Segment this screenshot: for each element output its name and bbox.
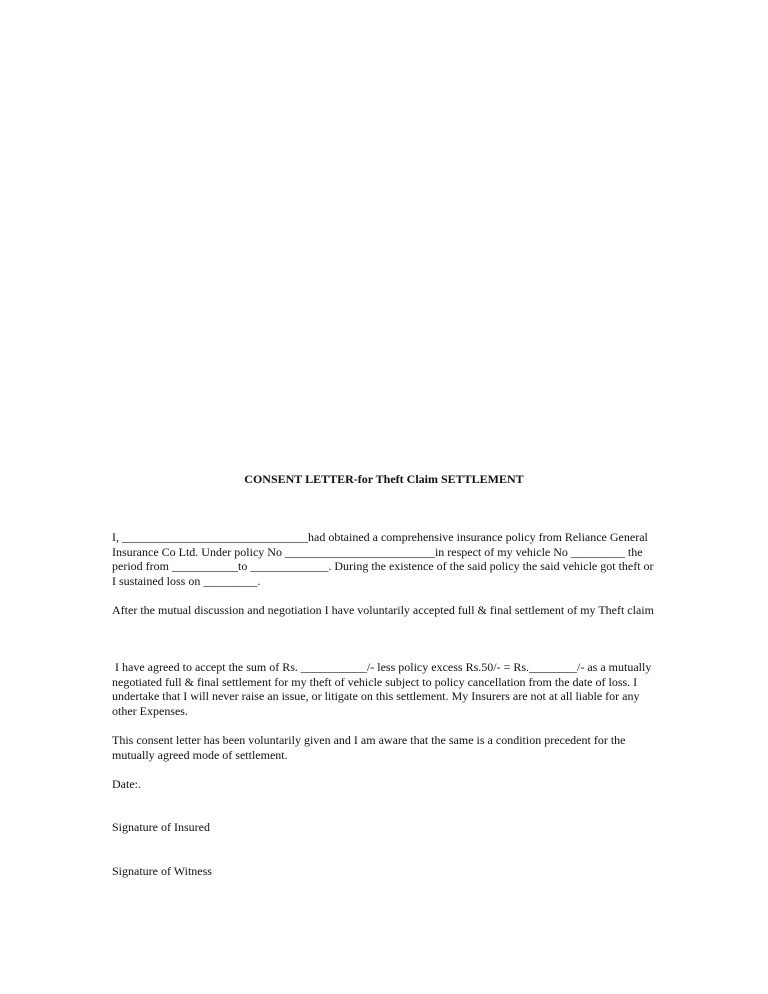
date-label: Date:. xyxy=(112,777,141,791)
discussion-paragraph: After the mutual discussion and negotiation I have voluntarily accepted full & final settlement of my Theft claim xyxy=(112,603,654,617)
signature-witness-label: Signature of Witness xyxy=(112,864,212,878)
consent-paragraph: This consent letter has been voluntarily given and I am aware that the same is a condition precedent for the mutually agreed mode of settlement. xyxy=(112,733,626,762)
intro-paragraph: I, _______________________________had obtained a comprehensive insurance policy from Reliance General Insurance Co Ltd. Under policy No _________________________in respect of my vehicle No _________ the period from ___________to _____________. During the existence of the said policy the said vehicle got theft or I sustained loss on _________. xyxy=(112,530,654,588)
letter-title: CONSENT LETTER-for Theft Claim SETTLEMENT xyxy=(244,472,524,486)
agreement-paragraph: I have agreed to accept the sum of Rs. ___________/- less policy excess Rs.50/- = Rs.________/- as a mutually negotiated full & final settlement for my theft of vehicle subject to policy cancellation from the date of loss. I undertake that I will never raise an issue, or litigate on this settlement. My Insurers are not at all liable for any other Expenses. xyxy=(112,660,655,718)
signature-insured-label: Signature of Insured xyxy=(112,820,210,834)
